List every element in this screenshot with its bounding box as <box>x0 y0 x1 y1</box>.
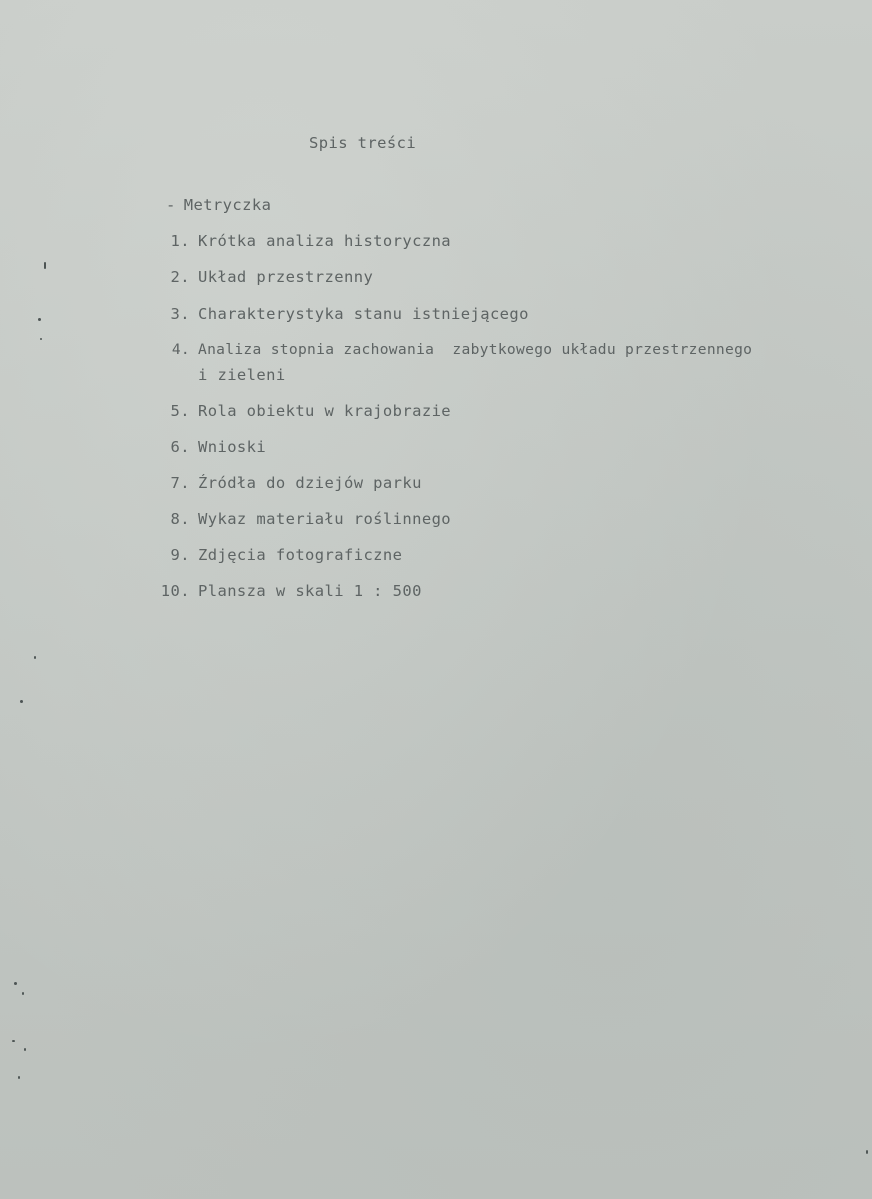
list-item <box>160 546 402 564</box>
list-item <box>160 268 373 286</box>
list-item <box>160 438 266 456</box>
list-intro-marker: - <box>166 196 176 214</box>
list-item-number: 4. <box>171 341 190 358</box>
list-item <box>160 232 451 250</box>
list-item <box>160 305 529 323</box>
scan-speck <box>866 1150 868 1154</box>
scan-speck <box>18 1076 20 1079</box>
list-item-text: Zdjęcia fotograficzne <box>198 546 403 564</box>
list-item-text: Rola obiektu w krajobrazie <box>198 402 452 420</box>
list-item <box>160 474 422 492</box>
list-item-text: Analiza stopnia zachowania zabytkowego układu przestrzennego <box>198 341 753 358</box>
list-item-text: Układ przestrzenny <box>198 268 374 286</box>
list-intro <box>166 196 271 214</box>
list-item-number: 1. <box>170 232 190 250</box>
scan-speck <box>34 656 36 659</box>
page-title: Spis treści <box>309 134 417 152</box>
list-item-text: Wnioski <box>198 438 267 456</box>
list-item-continuation: i zieleni <box>198 366 286 384</box>
scan-speck <box>12 1040 15 1042</box>
list-item-text: Źródła do dziejów parku <box>198 474 422 492</box>
scan-speck <box>44 262 46 269</box>
list-item-text: Wykaz materiału roślinnego <box>198 510 452 528</box>
list-item <box>160 510 451 528</box>
list-item-text: Plansza w skali 1 : 500 <box>198 582 422 600</box>
list-intro-text: Metryczka <box>183 196 272 214</box>
list-item-number: 9. <box>170 546 190 564</box>
list-item-number: 10. <box>160 582 190 600</box>
scan-speck <box>38 318 41 321</box>
list-item-number: 6. <box>170 438 190 456</box>
scan-speck <box>14 982 17 985</box>
list-item-text: Krótka analiza historyczna <box>198 232 452 250</box>
scan-speck <box>20 700 23 703</box>
scan-speck <box>40 338 42 340</box>
list-item <box>160 402 451 420</box>
list-item-text: Charakterystyka stanu istniejącego <box>198 305 529 323</box>
scan-speck <box>22 992 24 995</box>
list-item-number: 5. <box>170 402 190 420</box>
list-item <box>160 582 422 600</box>
list-item <box>160 341 752 358</box>
list-item-number: 8. <box>170 510 190 528</box>
scan-speck <box>24 1048 26 1051</box>
list-item-number: 2. <box>170 268 190 286</box>
list-item-number: 3. <box>170 305 190 323</box>
list-item-number: 7. <box>170 474 190 492</box>
